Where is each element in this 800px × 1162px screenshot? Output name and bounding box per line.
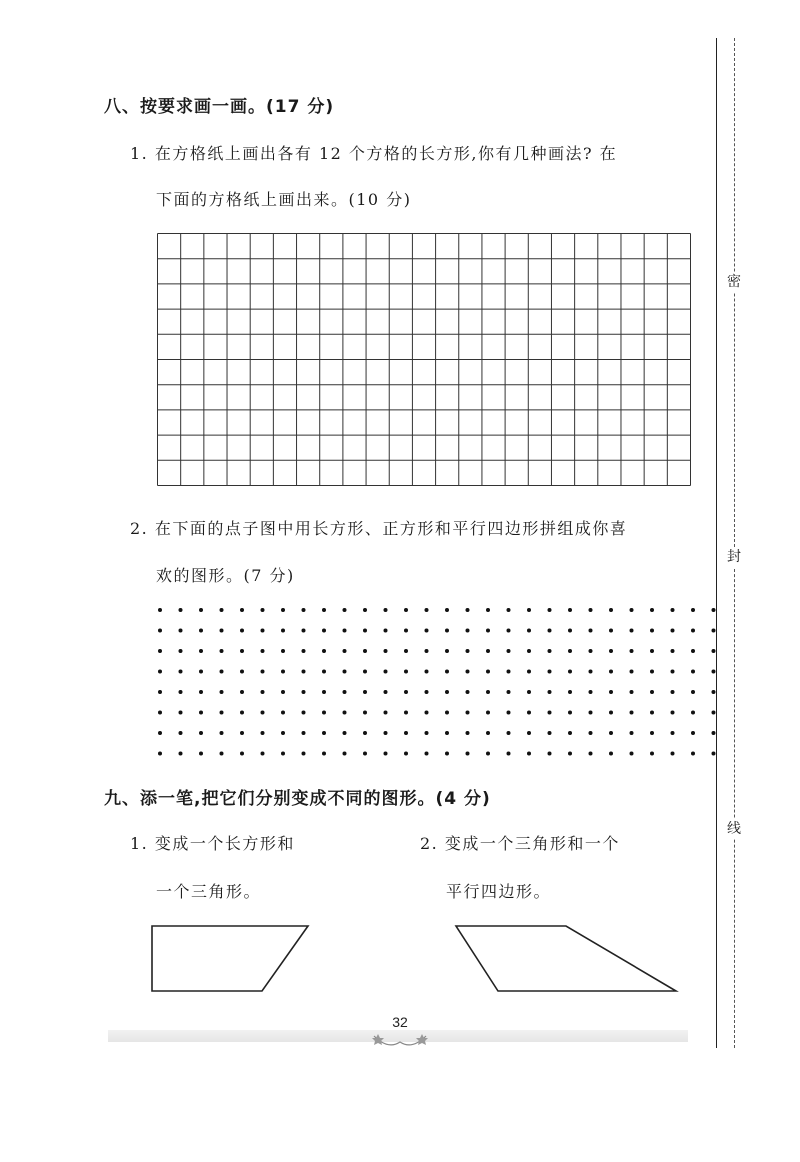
grid-dot bbox=[630, 731, 634, 735]
grid-dot bbox=[486, 629, 490, 633]
grid-dot bbox=[527, 711, 531, 715]
grid-dot bbox=[548, 731, 552, 735]
grid-dot bbox=[445, 608, 449, 612]
question-9-1-line-2: 一个三角形。 bbox=[156, 882, 262, 901]
grid-dot bbox=[671, 608, 675, 612]
grid-dot bbox=[609, 690, 613, 694]
grid-dot bbox=[671, 752, 675, 756]
grid-dot bbox=[712, 690, 716, 694]
grid-dot bbox=[445, 670, 449, 674]
grid-dot bbox=[445, 711, 449, 715]
grid-dot bbox=[343, 711, 347, 715]
grid-dot bbox=[568, 711, 572, 715]
question-9-2-line-1: 2. 变成一个三角形和一个 bbox=[420, 834, 620, 853]
grid-dot bbox=[650, 711, 654, 715]
grid-dot bbox=[220, 731, 224, 735]
grid-dot bbox=[589, 608, 593, 612]
grid-dot bbox=[322, 670, 326, 674]
grid-dot bbox=[486, 711, 490, 715]
grid-dot bbox=[261, 629, 265, 633]
grid-dot bbox=[507, 649, 511, 653]
grid-dot bbox=[158, 649, 162, 653]
grid-dot bbox=[527, 629, 531, 633]
grid-dot bbox=[548, 670, 552, 674]
margin-char-seal: 密 bbox=[724, 272, 744, 292]
grid-dot bbox=[404, 670, 408, 674]
grid-dot bbox=[240, 711, 244, 715]
grid-dot bbox=[568, 670, 572, 674]
grid-dot bbox=[691, 711, 695, 715]
question-8-1-line-1: 1. 在方格纸上画出各有 12 个方格的长方形,你有几种画法? 在 bbox=[130, 144, 618, 163]
grid-dot bbox=[302, 670, 306, 674]
section-9-title: 九、添一笔,把它们分别变成不同的图形。(4 分) bbox=[104, 789, 491, 809]
grid-dot bbox=[589, 731, 593, 735]
grid-dot bbox=[158, 752, 162, 756]
grid-dot bbox=[630, 670, 634, 674]
grid-dot bbox=[199, 608, 203, 612]
grid-dot bbox=[158, 731, 162, 735]
grid-dot bbox=[384, 690, 388, 694]
grid-dot bbox=[527, 752, 531, 756]
trapezoid-shape-2[interactable] bbox=[454, 924, 680, 994]
grid-dot bbox=[445, 752, 449, 756]
grid-dot bbox=[527, 690, 531, 694]
grid-dot bbox=[302, 731, 306, 735]
grid-dot bbox=[343, 752, 347, 756]
grid-dot bbox=[466, 608, 470, 612]
question-9-2-line-2: 平行四边形。 bbox=[446, 882, 552, 901]
grid-dot bbox=[322, 731, 326, 735]
grid-dot bbox=[240, 752, 244, 756]
grid-dot bbox=[589, 670, 593, 674]
grid-dot bbox=[261, 608, 265, 612]
grid-dot bbox=[712, 649, 716, 653]
grid-dot bbox=[486, 649, 490, 653]
grid-dot bbox=[179, 690, 183, 694]
grid-dot bbox=[568, 649, 572, 653]
grid-dot bbox=[281, 731, 285, 735]
grid-dot bbox=[589, 690, 593, 694]
grid-dot bbox=[199, 711, 203, 715]
grid-dot bbox=[548, 690, 552, 694]
grid-dot bbox=[630, 649, 634, 653]
grid-dot bbox=[609, 731, 613, 735]
grid-dot bbox=[691, 670, 695, 674]
grid-dot bbox=[630, 629, 634, 633]
grid-dot bbox=[568, 608, 572, 612]
grid-dot bbox=[609, 752, 613, 756]
grid-dot bbox=[199, 690, 203, 694]
grid-dot bbox=[671, 731, 675, 735]
grid-dot bbox=[158, 608, 162, 612]
grid-dot bbox=[261, 711, 265, 715]
grid-dot bbox=[548, 608, 552, 612]
grid-dot bbox=[425, 649, 429, 653]
grid-dot bbox=[363, 629, 367, 633]
grid-dot bbox=[589, 752, 593, 756]
grid-dot bbox=[363, 608, 367, 612]
grid-dot bbox=[507, 608, 511, 612]
grid-dot bbox=[425, 629, 429, 633]
grid-dot bbox=[527, 608, 531, 612]
grid-dot bbox=[712, 670, 716, 674]
grid-dot bbox=[486, 670, 490, 674]
grid-dot bbox=[199, 670, 203, 674]
grid-dot bbox=[691, 649, 695, 653]
grid-dot bbox=[363, 670, 367, 674]
grid-dot bbox=[507, 690, 511, 694]
grid-dot bbox=[548, 629, 552, 633]
grid-dot bbox=[609, 711, 613, 715]
grid-dot bbox=[650, 752, 654, 756]
grid-dot bbox=[179, 670, 183, 674]
grid-dot bbox=[199, 629, 203, 633]
grid-dot bbox=[199, 752, 203, 756]
grid-dot bbox=[199, 731, 203, 735]
grid-dot bbox=[712, 731, 716, 735]
grid-dot bbox=[609, 608, 613, 612]
grid-dot bbox=[343, 649, 347, 653]
question-9-1-line-1: 1. 变成一个长方形和 bbox=[130, 834, 295, 853]
trapezoid-outline bbox=[456, 926, 676, 991]
grid-dot bbox=[179, 608, 183, 612]
square-grid-paper[interactable] bbox=[157, 233, 691, 486]
grid-dot bbox=[343, 731, 347, 735]
grid-dot bbox=[281, 690, 285, 694]
grid-dot bbox=[404, 752, 408, 756]
grid-dot bbox=[322, 608, 326, 612]
grid-dot bbox=[589, 649, 593, 653]
grid-dot bbox=[261, 731, 265, 735]
grid-dot bbox=[404, 629, 408, 633]
grid-dot bbox=[343, 629, 347, 633]
grid-dot bbox=[671, 629, 675, 633]
grid-dot bbox=[384, 608, 388, 612]
grid-dot bbox=[322, 690, 326, 694]
grid-dot bbox=[404, 690, 408, 694]
grid-dot bbox=[630, 690, 634, 694]
grid-dot bbox=[650, 608, 654, 612]
grid-dot bbox=[712, 752, 716, 756]
question-8-2-line-1: 2. 在下面的点子图中用长方形、正方形和平行四边形拼组成你喜 bbox=[130, 519, 628, 538]
grid-dot bbox=[199, 649, 203, 653]
grid-dot bbox=[179, 711, 183, 715]
grid-dot bbox=[158, 690, 162, 694]
grid-dot bbox=[363, 690, 367, 694]
grid-dot bbox=[507, 670, 511, 674]
grid-dot bbox=[425, 608, 429, 612]
grid-dot bbox=[363, 752, 367, 756]
grid-dot bbox=[363, 649, 367, 653]
grid-dot bbox=[507, 629, 511, 633]
grid-dot bbox=[240, 649, 244, 653]
grid-dot bbox=[568, 731, 572, 735]
grid-dot bbox=[220, 690, 224, 694]
grid-dot bbox=[302, 608, 306, 612]
grid-dot bbox=[281, 752, 285, 756]
grid-dot bbox=[568, 690, 572, 694]
grid-dot bbox=[384, 649, 388, 653]
grid-dot bbox=[466, 670, 470, 674]
grid-dot bbox=[507, 731, 511, 735]
grid-dot bbox=[609, 629, 613, 633]
trapezoid-shape-1[interactable] bbox=[150, 924, 312, 994]
grid-dot bbox=[507, 752, 511, 756]
grid-dot bbox=[486, 690, 490, 694]
binding-line-solid bbox=[716, 38, 717, 1048]
grid-dot bbox=[466, 711, 470, 715]
grid-dot bbox=[363, 731, 367, 735]
grid-dot bbox=[220, 711, 224, 715]
grid-dot bbox=[281, 608, 285, 612]
grid-dot bbox=[609, 670, 613, 674]
grid-dot bbox=[302, 690, 306, 694]
grid-dot bbox=[322, 649, 326, 653]
grid-dot bbox=[404, 711, 408, 715]
grid-dot bbox=[240, 629, 244, 633]
grid-dot bbox=[466, 731, 470, 735]
grid-dot bbox=[384, 711, 388, 715]
grid-dot bbox=[220, 752, 224, 756]
grid-dot bbox=[281, 670, 285, 674]
grid-dot bbox=[671, 670, 675, 674]
grid-dot bbox=[527, 731, 531, 735]
grid-dot bbox=[179, 731, 183, 735]
grid-dot bbox=[261, 690, 265, 694]
grid-dot bbox=[384, 752, 388, 756]
grid-dot bbox=[404, 731, 408, 735]
grid-dot bbox=[302, 711, 306, 715]
grid-dot bbox=[425, 731, 429, 735]
page-number: 32 bbox=[392, 1014, 408, 1030]
grid-dot bbox=[404, 608, 408, 612]
grid-dot bbox=[630, 752, 634, 756]
grid-dot bbox=[445, 731, 449, 735]
right-trapezoid-outline bbox=[152, 926, 308, 991]
grid-dot bbox=[240, 670, 244, 674]
grid-dot bbox=[240, 731, 244, 735]
grid-dot bbox=[527, 649, 531, 653]
grid-dot bbox=[445, 629, 449, 633]
grid-dot bbox=[466, 690, 470, 694]
grid-dot bbox=[589, 629, 593, 633]
grid-dot bbox=[466, 752, 470, 756]
grid-dot bbox=[486, 608, 490, 612]
dot-grid[interactable] bbox=[158, 608, 698, 758]
grid-dot bbox=[302, 629, 306, 633]
grid-dot bbox=[712, 711, 716, 715]
grid-dot bbox=[363, 711, 367, 715]
grid-dot bbox=[261, 670, 265, 674]
grid-dot bbox=[691, 690, 695, 694]
grid-dot bbox=[261, 752, 265, 756]
grid-dot bbox=[158, 629, 162, 633]
grid-dot bbox=[568, 752, 572, 756]
grid-dot bbox=[445, 690, 449, 694]
grid-dot bbox=[220, 670, 224, 674]
grid-dot bbox=[466, 649, 470, 653]
grid-dot bbox=[384, 731, 388, 735]
grid-dot bbox=[507, 711, 511, 715]
grid-dot bbox=[671, 711, 675, 715]
grid-dot bbox=[486, 752, 490, 756]
question-8-1-line-2: 下面的方格纸上画出来。(10 分) bbox=[156, 190, 412, 209]
grid-dot bbox=[650, 690, 654, 694]
grid-dot bbox=[240, 608, 244, 612]
grid-dot bbox=[179, 752, 183, 756]
grid-dot bbox=[527, 670, 531, 674]
grid-dot bbox=[322, 752, 326, 756]
grid-dot bbox=[343, 690, 347, 694]
grid-dot bbox=[220, 649, 224, 653]
grid-dot bbox=[261, 649, 265, 653]
grid-dot bbox=[650, 670, 654, 674]
question-8-2-line-2: 欢的图形。(7 分) bbox=[156, 566, 295, 585]
grid-dot bbox=[179, 649, 183, 653]
grid-dot bbox=[650, 629, 654, 633]
grid-dot bbox=[568, 629, 572, 633]
grid-dot bbox=[322, 629, 326, 633]
grid-dot bbox=[425, 670, 429, 674]
grid-dot bbox=[302, 752, 306, 756]
grid-dot bbox=[630, 711, 634, 715]
grid-dot bbox=[240, 690, 244, 694]
grid-dot bbox=[179, 629, 183, 633]
grid-dot bbox=[630, 608, 634, 612]
footer-ornament-icon bbox=[368, 1030, 432, 1052]
grid-dot bbox=[671, 649, 675, 653]
grid-dot bbox=[671, 690, 675, 694]
grid-dot bbox=[302, 649, 306, 653]
grid-dot bbox=[343, 608, 347, 612]
grid-dot bbox=[548, 649, 552, 653]
grid-dot bbox=[425, 752, 429, 756]
margin-char-line: 线 bbox=[724, 819, 744, 839]
grid-dot bbox=[220, 629, 224, 633]
grid-dot bbox=[281, 649, 285, 653]
grid-dot bbox=[691, 629, 695, 633]
grid-dot bbox=[712, 608, 716, 612]
grid-dot bbox=[466, 629, 470, 633]
grid-dot bbox=[158, 670, 162, 674]
grid-dot bbox=[445, 649, 449, 653]
grid-dot bbox=[548, 711, 552, 715]
grid-dot bbox=[425, 690, 429, 694]
grid-dot bbox=[343, 670, 347, 674]
grid-dot bbox=[384, 670, 388, 674]
grid-dot bbox=[712, 629, 716, 633]
grid-dot bbox=[425, 711, 429, 715]
grid-dot bbox=[548, 752, 552, 756]
grid-dot bbox=[589, 711, 593, 715]
grid-dot bbox=[486, 731, 490, 735]
grid-dot bbox=[281, 629, 285, 633]
grid-dot bbox=[220, 608, 224, 612]
binding-line-dashed bbox=[734, 38, 735, 1048]
grid-dot bbox=[609, 649, 613, 653]
grid-dot bbox=[691, 752, 695, 756]
grid-dot bbox=[650, 649, 654, 653]
section-8-title: 八、按要求画一画。(17 分) bbox=[104, 97, 335, 117]
grid-dot bbox=[158, 711, 162, 715]
grid-dot bbox=[281, 711, 285, 715]
grid-dot bbox=[322, 711, 326, 715]
grid-dot bbox=[691, 608, 695, 612]
grid-dot bbox=[691, 731, 695, 735]
grid-dot bbox=[404, 649, 408, 653]
margin-char-close: 封 bbox=[724, 547, 744, 567]
grid-dot bbox=[650, 731, 654, 735]
grid-dot bbox=[384, 629, 388, 633]
